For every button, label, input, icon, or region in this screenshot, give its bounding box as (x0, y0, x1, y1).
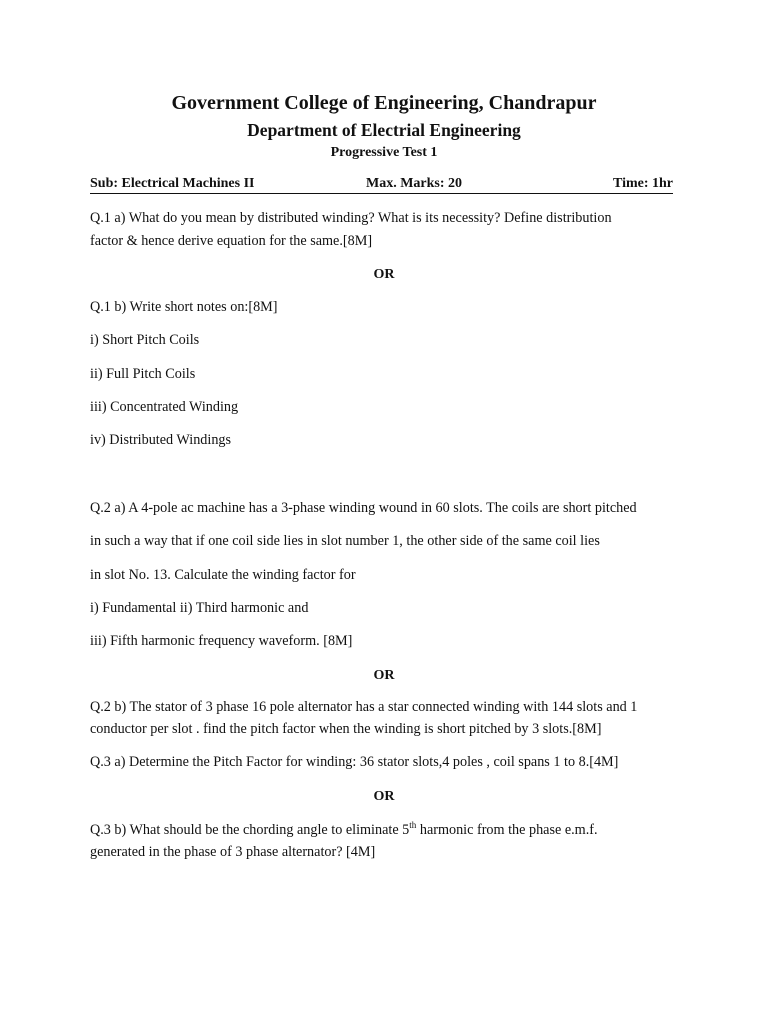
q2b-line-2: conductor per slot . find the pitch factor when the winding is short pitched by 3 slots.[8M] (90, 721, 602, 737)
college-title: Government College of Engineering, Chandrapur (171, 92, 597, 114)
q2b-line-1: Q.2 b) The stator of 3 phase 16 pole alternator has a star connected winding with 144 slots and 1 (90, 699, 638, 715)
q3a-line-1: Q.3 a) Determine the Pitch Factor for winding: 36 stator slots,4 poles , coil spans 1 to 8.[4M] (90, 754, 619, 770)
q3b-line-1 (90, 822, 598, 839)
max-marks-label: Max. Marks: 20 (366, 176, 463, 191)
q2a-line-5: iii) Fifth harmonic frequency waveform. [8M] (90, 633, 353, 649)
q1a-line-1: Q.1 a) What do you mean by distributed winding? What is its necessity? Define distribution (90, 210, 612, 226)
q1b-item-4: iv) Distributed Windings (90, 432, 232, 448)
q2a-line-2: in such a way that if one coil side lies in slot number 1, the other side of the same coil lies (90, 533, 600, 549)
or-separator-3: OR (373, 789, 395, 804)
time-label: Time: 1hr (612, 176, 673, 191)
q3b-line-1-post: harmonic from the phase e.m.f. (416, 822, 598, 838)
subject-line (90, 176, 673, 194)
q1b-line-1: Q.1 b) Write short notes on:[8M] (90, 299, 278, 315)
q1b-item-3: iii) Concentrated Winding (90, 399, 239, 415)
subject-label: Sub: Electrical Machines II (90, 176, 255, 191)
q1a-line-2: factor & hence derive equation for the same.[8M] (90, 233, 373, 249)
q2a-line-1: Q.2 a) A 4-pole ac machine has a 3-phase winding wound in 60 slots. The coils are short pitched (90, 500, 637, 516)
department-title: Department of Electrial Engineering (247, 120, 521, 140)
or-separator-1: OR (373, 267, 395, 282)
q2a-line-4: i) Fundamental ii) Third harmonic and (90, 600, 309, 616)
q1b-item-1: i) Short Pitch Coils (90, 332, 200, 348)
q3b-line-1-pre: Q.3 b) What should be the chording angle to eliminate 5 (90, 822, 410, 838)
q3b-line-2: generated in the phase of 3 phase alternator? [4M] (90, 844, 376, 860)
q3b-superscript: th (409, 820, 417, 830)
test-title: Progressive Test 1 (330, 145, 438, 160)
q2a-line-3: in slot No. 13. Calculate the winding factor for (90, 567, 356, 583)
or-separator-2: OR (373, 668, 395, 683)
q1b-item-2: ii) Full Pitch Coils (90, 366, 196, 382)
